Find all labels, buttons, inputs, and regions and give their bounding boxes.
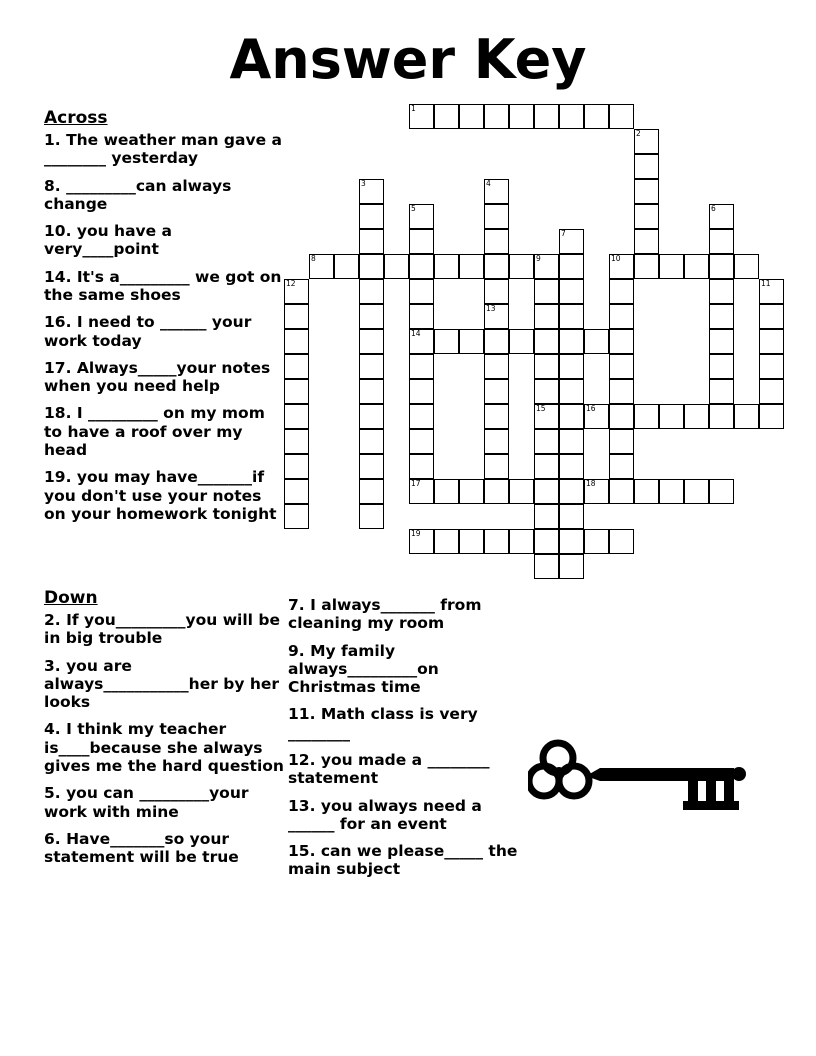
grid-cell-number: 14 — [411, 329, 421, 338]
grid-cell[interactable] — [659, 254, 684, 279]
grid-cell[interactable] — [484, 279, 509, 304]
clue-across-14: 14. It's a_________ we got on the same shoes — [44, 267, 282, 305]
grid-cell[interactable] — [284, 479, 309, 504]
grid-cell[interactable] — [759, 354, 784, 379]
grid-cell[interactable] — [734, 254, 759, 279]
grid-cell[interactable] — [759, 279, 784, 304]
grid-cell[interactable] — [609, 254, 634, 279]
grid-cell[interactable] — [609, 404, 634, 429]
grid-cell[interactable] — [409, 404, 434, 429]
grid-cell[interactable] — [359, 379, 384, 404]
clue-down-13: 13. you always need a ______ for an event — [288, 796, 482, 833]
grid-cell[interactable] — [709, 229, 734, 254]
crossword-grid — [284, 104, 771, 584]
grid-cell[interactable] — [334, 254, 359, 279]
grid-cell-number: 9 — [536, 254, 541, 263]
grid-cell[interactable] — [634, 204, 659, 229]
grid-cell[interactable] — [409, 204, 434, 229]
down-clues-column-right — [288, 596, 520, 888]
grid-cell-number: 7 — [561, 229, 566, 238]
grid-cell[interactable] — [709, 479, 734, 504]
grid-cell[interactable] — [634, 179, 659, 204]
grid-cell-number: 8 — [311, 254, 316, 263]
grid-cell[interactable] — [284, 304, 309, 329]
grid-cell[interactable] — [759, 404, 784, 429]
grid-cell-number: 17 — [411, 479, 421, 488]
grid-cell[interactable] — [509, 529, 534, 554]
grid-cell[interactable] — [434, 529, 459, 554]
grid-cell[interactable] — [484, 454, 509, 479]
grid-cell[interactable] — [709, 329, 734, 354]
clue-down-3: 3. you are always___________her by her looks — [44, 656, 280, 712]
grid-cell[interactable] — [484, 379, 509, 404]
grid-cell[interactable] — [684, 254, 709, 279]
grid-cell[interactable] — [759, 329, 784, 354]
across-clues-column — [44, 108, 282, 532]
grid-cell[interactable] — [609, 479, 634, 504]
page-title: Answer Key — [229, 28, 587, 91]
grid-cell[interactable] — [559, 554, 584, 579]
grid-cell[interactable] — [534, 254, 559, 279]
grid-cell-number: 15 — [536, 404, 546, 413]
down-clues-column-left — [44, 588, 284, 875]
grid-cell[interactable] — [409, 379, 434, 404]
grid-cell[interactable] — [559, 404, 584, 429]
grid-cell[interactable] — [509, 104, 534, 129]
grid-cell[interactable] — [484, 429, 509, 454]
grid-cell[interactable] — [559, 329, 584, 354]
grid-cell[interactable] — [359, 354, 384, 379]
grid-cell-number: 4 — [486, 179, 491, 188]
grid-cell[interactable] — [359, 204, 384, 229]
grid-cell[interactable] — [459, 254, 484, 279]
grid-cell-number: 2 — [636, 129, 641, 138]
grid-cell[interactable] — [634, 404, 659, 429]
grid-cell[interactable] — [359, 279, 384, 304]
grid-cell[interactable] — [509, 479, 534, 504]
across-heading: Across — [44, 108, 108, 128]
grid-cell[interactable] — [559, 229, 584, 254]
grid-cell[interactable] — [534, 479, 559, 504]
grid-cell[interactable] — [359, 254, 384, 279]
grid-cell-number: 6 — [711, 204, 716, 213]
grid-cell[interactable] — [634, 479, 659, 504]
grid-cell[interactable] — [559, 454, 584, 479]
grid-cell-number: 5 — [411, 204, 416, 213]
grid-cell[interactable] — [409, 329, 434, 354]
grid-cell[interactable] — [634, 254, 659, 279]
grid-cell[interactable] — [284, 429, 309, 454]
grid-cell[interactable] — [409, 304, 434, 329]
grid-cell[interactable] — [709, 204, 734, 229]
grid-cell[interactable] — [609, 329, 634, 354]
grid-cell[interactable] — [559, 379, 584, 404]
grid-cell-number: 1 — [411, 104, 416, 113]
grid-cell[interactable] — [409, 254, 434, 279]
grid-cell[interactable] — [434, 254, 459, 279]
grid-cell-number: 12 — [286, 279, 296, 288]
grid-cell[interactable] — [559, 429, 584, 454]
grid-cell-number: 13 — [486, 304, 496, 313]
grid-cell[interactable] — [284, 354, 309, 379]
clue-down-7: 7. I always_______ from cleaning my room — [288, 596, 482, 633]
grid-cell[interactable] — [284, 454, 309, 479]
clue-down-6: 6. Have_______so your statement will be true — [44, 829, 239, 867]
grid-cell[interactable] — [609, 379, 634, 404]
grid-cell[interactable] — [709, 404, 734, 429]
key-icon — [528, 728, 768, 818]
grid-cell[interactable] — [634, 129, 659, 154]
grid-cell-number: 16 — [586, 404, 596, 413]
grid-cell[interactable] — [534, 529, 559, 554]
grid-cell[interactable] — [534, 354, 559, 379]
grid-cell[interactable] — [559, 479, 584, 504]
grid-cell[interactable] — [709, 379, 734, 404]
grid-cell[interactable] — [509, 254, 534, 279]
clue-down-2: 2. If you_________you will be in big trouble — [44, 611, 280, 648]
grid-cell[interactable] — [534, 554, 559, 579]
grid-cell[interactable] — [584, 104, 609, 129]
grid-cell[interactable] — [284, 279, 309, 304]
grid-cell[interactable] — [584, 404, 609, 429]
grid-cell[interactable] — [609, 454, 634, 479]
clue-across-1: 1. The weather man gave a ________ yesterday — [44, 131, 282, 168]
grid-cell[interactable] — [284, 329, 309, 354]
grid-cell-number: 19 — [411, 529, 421, 538]
grid-cell[interactable] — [584, 529, 609, 554]
grid-cell[interactable] — [484, 304, 509, 329]
grid-cell[interactable] — [559, 104, 584, 129]
grid-cell[interactable] — [359, 304, 384, 329]
grid-cell[interactable] — [609, 429, 634, 454]
grid-cell[interactable] — [359, 329, 384, 354]
grid-cell[interactable] — [484, 204, 509, 229]
grid-cell[interactable] — [659, 479, 684, 504]
grid-cell[interactable] — [359, 404, 384, 429]
grid-cell[interactable] — [559, 279, 584, 304]
grid-cell[interactable] — [634, 229, 659, 254]
grid-cell[interactable] — [359, 479, 384, 504]
grid-cell[interactable] — [359, 179, 384, 204]
clue-across-10: 10. you have a very____point — [44, 222, 173, 259]
grid-cell[interactable] — [584, 329, 609, 354]
grid-cell[interactable] — [559, 529, 584, 554]
grid-cell[interactable] — [509, 329, 534, 354]
clue-down-9: 9. My family always_________on Christmas time — [288, 641, 439, 697]
grid-cell[interactable] — [534, 454, 559, 479]
grid-cell[interactable] — [609, 104, 634, 129]
grid-cell[interactable] — [409, 229, 434, 254]
grid-cell[interactable] — [434, 329, 459, 354]
clue-down-15: 15. can we please_____ the main subject — [288, 842, 518, 879]
clue-down-4: 4. I think my teacher is____because she always gives me the hard question — [44, 720, 284, 776]
grid-cell[interactable] — [309, 254, 334, 279]
grid-cell[interactable] — [359, 429, 384, 454]
grid-cell[interactable] — [484, 179, 509, 204]
down-heading: Down — [44, 588, 98, 608]
grid-cell[interactable] — [409, 104, 434, 129]
grid-cell[interactable] — [434, 104, 459, 129]
grid-cell-number: 3 — [361, 179, 366, 188]
grid-cell[interactable] — [534, 329, 559, 354]
grid-cell[interactable] — [709, 254, 734, 279]
grid-cell-number: 10 — [611, 254, 621, 263]
grid-cell[interactable] — [709, 354, 734, 379]
grid-cell[interactable] — [759, 379, 784, 404]
clue-across-8: 8. _________can always change — [44, 176, 232, 213]
grid-cell[interactable] — [284, 504, 309, 529]
grid-cell[interactable] — [559, 304, 584, 329]
clue-down-12: 12. you made a ________ statement — [288, 750, 490, 788]
grid-cell[interactable] — [534, 279, 559, 304]
grid-cell[interactable] — [284, 379, 309, 404]
grid-cell[interactable] — [459, 104, 484, 129]
clue-across-18: 18. I _________ on my mom to have a roof over my head — [44, 404, 265, 459]
grid-cell[interactable] — [684, 404, 709, 429]
grid-cell[interactable] — [409, 279, 434, 304]
grid-cell[interactable] — [459, 479, 484, 504]
grid-cell[interactable] — [609, 529, 634, 554]
grid-cell[interactable] — [584, 479, 609, 504]
clue-down-11: 11. Math class is very ________ — [288, 705, 478, 742]
grid-cell[interactable] — [634, 154, 659, 179]
grid-cell[interactable] — [484, 254, 509, 279]
grid-cell[interactable] — [534, 379, 559, 404]
grid-cell[interactable] — [384, 254, 409, 279]
grid-cell[interactable] — [484, 104, 509, 129]
grid-cell[interactable] — [409, 454, 434, 479]
grid-cell[interactable] — [359, 229, 384, 254]
grid-cell[interactable] — [284, 404, 309, 429]
grid-cell[interactable] — [484, 229, 509, 254]
grid-cell-number: 11 — [761, 279, 771, 288]
grid-cell-number: 18 — [586, 479, 596, 488]
grid-cell[interactable] — [409, 429, 434, 454]
grid-cell[interactable] — [684, 479, 709, 504]
grid-cell[interactable] — [359, 504, 384, 529]
grid-cell[interactable] — [409, 529, 434, 554]
clue-across-16: 16. I need to ______ your work today — [44, 313, 252, 350]
grid-cell[interactable] — [534, 304, 559, 329]
grid-cell[interactable] — [409, 354, 434, 379]
clue-down-5: 5. you can _________your work with mine — [44, 784, 249, 821]
grid-cell[interactable] — [559, 354, 584, 379]
grid-cell[interactable] — [484, 404, 509, 429]
grid-cell[interactable] — [559, 504, 584, 529]
grid-cell[interactable] — [434, 479, 459, 504]
grid-cell[interactable] — [609, 304, 634, 329]
grid-cell[interactable] — [409, 479, 434, 504]
grid-cell[interactable] — [459, 529, 484, 554]
grid-cell[interactable] — [359, 454, 384, 479]
grid-cell[interactable] — [484, 354, 509, 379]
grid-cell[interactable] — [534, 429, 559, 454]
grid-cell[interactable] — [484, 479, 509, 504]
grid-cell[interactable] — [734, 404, 759, 429]
grid-cell[interactable] — [659, 404, 684, 429]
grid-cell[interactable] — [709, 304, 734, 329]
clue-across-19: 19. you may have_______if you don't use your notes on your homework tonight — [44, 468, 277, 523]
grid-cell[interactable] — [534, 504, 559, 529]
grid-cell[interactable] — [559, 254, 584, 279]
grid-cell[interactable] — [484, 529, 509, 554]
grid-cell[interactable] — [609, 354, 634, 379]
grid-cell[interactable] — [484, 329, 509, 354]
grid-cell[interactable] — [709, 279, 734, 304]
grid-cell[interactable] — [759, 304, 784, 329]
clue-across-17: 17. Always_____your notes when you need help — [44, 358, 271, 396]
grid-cell[interactable] — [609, 279, 634, 304]
grid-cell[interactable] — [534, 104, 559, 129]
grid-cell[interactable] — [459, 329, 484, 354]
grid-cell[interactable] — [534, 404, 559, 429]
